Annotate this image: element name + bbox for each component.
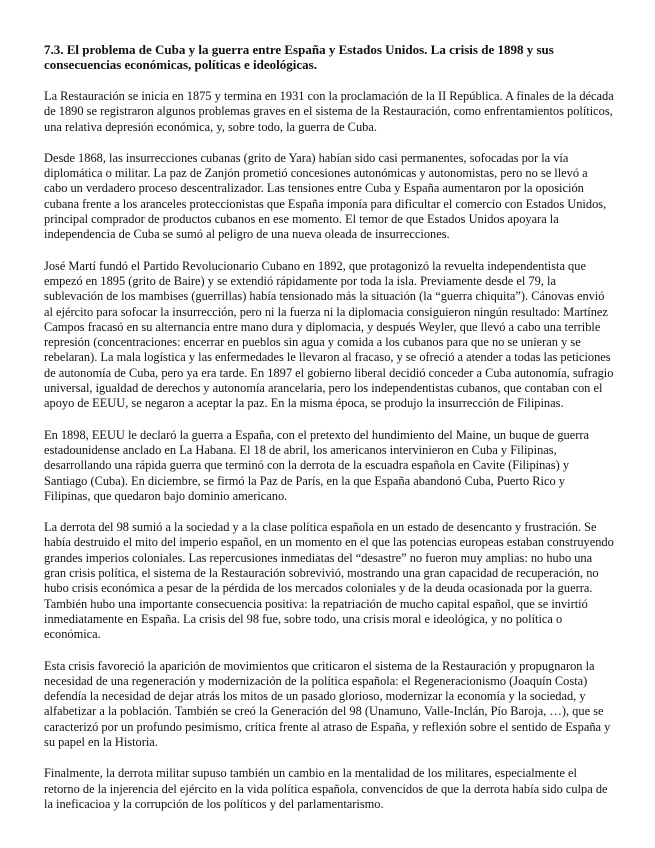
paragraph-derrota: La derrota del 98 sumió a la sociedad y a la clase política española en un estado de desencanto y frustración. Se había destruido el mito del imperio español, en un momento en el que las potencias europeas estaban construyendo grandes imperios coloniales. Las repercusiones inmediatas del “desastre” no fueron muy amplias: no hubo una gran crisis política, el sistema de la Restauración sobrevivió, mostrando una gran capacidad de recuperación, no hubo crisis económica a pesar de la pérdida de los mercados coloniales y de la deuda ocasionada por la guerra. También hubo una importante consecuencia positiva: la repatriación de mucho capital español, que se invirtió inmediatamente en España. La crisis del 98 fue, sobre todo, una crisis moral e ideológica, y no política o económica. [44,520,614,642]
paragraph-guerra-1898: En 1898, EEUU le declaró la guerra a España, con el pretexto del hundimiento del Maine, un buque de guerra estadounidense anclado en La Habana. El 18 de abril, los americanos intervinieron en Cuba y Filipinas, desarrollando una rápida guerra que terminó con la derrota de la escuadra española en Cavite (Filipinas) y Santiago (Cuba). En diciembre, se firmó la Paz de París, en la que España abandonó Cuba, Puerto Rico y Filipinas, que quedaron bajo dominio americano. [44,427,589,503]
paragraph-regeneracionismo: Esta crisis favoreció la aparición de movimientos que criticaron el sistema de la Restauración y propugnaron la necesidad de una regeneración y modernización de la política española: el Regeneracionismo (Joaquín Costa) defendía la necesidad de dejar atrás los mitos de un pasado glorioso, modernizar la economía y la sociedad, y alfabetizar a la población. También se creó la Generación del 98 (Unamuno, Valle-Inclán, Pío Baroja, …), que se caracterizó por un profundo pesimismo, crítica frente al atraso de España, y reflexión sobre el sentido de España y su papel en la Historia. [44,658,611,749]
section-heading: 7.3. El problema de Cuba y la guerra entre España y Estados Unidos. La crisis de 1898 y sus consecuencias económicas, políticas e ideológicas. [44,42,554,72]
paragraph-militares: Finalmente, la derrota militar supuso también un cambio en la mentalidad de los militares, especialmente el retorno de la injerencia del ejército en la vida política española, convencidos de que la derrota había sido culpa de la ineficacioa y la corrupción de los políticos y del parlamentarismo. [44,766,608,811]
paragraph-insurrecciones: Desde 1868, las insurrecciones cubanas (grito de Yara) habían sido casi permanentes, sofocadas por la vía diplomática o militar. La paz de Zanjón prometió concesiones autonómicas y autonomistas, pero no se llevó a cabo un verdadero proceso descentralizador. Las tensiones entre Cuba y España aumentaron por la oposición cubana frente a los aranceles proteccionistas que España imponía para dificultar el comercio con Estados Unidos, principal comprador de productos cubanos en ese momento. El temor de que Estados Unidos apoyara la independencia de Cuba se sumó al peligro de una nueva oleada de insurrecciones. [44,150,607,242]
paragraph-jose-marti: José Martí fundó el Partido Revolucionario Cubano en 1892, que protagonizó la revuelta independentista que empezó en 1895 (grito de Baire) y se extendió rápidamente por toda la isla. Previamente desde el 79, la sublevación de los mambises (guerrillas) había tensionado más la situación (la “guerra chiquita”). Cánovas envió al ejército para sofocar la insurrección, pero ni la fuerza ni la diplomacia consiguieron ningún resultado: Martínez Campos fracasó en su alternancia entre mano dura y diplomacia, y después Weyler, que llevó a cabo una terrible represión (concentraciones: encerrar en pueblos sin agua y comida a los cubanos para que no se unieran y se rebelaran). La mala logística y las enfermedades le llevaron al fracaso, y se ofreció a atender a todas las peticiones de autonomía de Cuba, pero ya era tarde. En 1897 el gobierno liberal decidió conceder a Cuba autonomía, sufragio universal, igualdad de derechos y autonomía arancelaria, pero los independentistas cubanos, que contaban con el apoyo de EEUU, se negaron a aceptar la paz. En la misma época, se produjo la insurrección de Filipinas. [44,258,614,411]
document-page [44,42,614,828]
paragraph-restauracion: La Restauración se inicia en 1875 y termina en 1931 con la proclamación de la II República. A finales de la década de 1890 se registraron algunos problemas graves en el sistema de la Restauración, como enfrentamientos políticos, una relativa depresión económica, y, sobre todo, la guerra de Cuba. [44,89,614,134]
